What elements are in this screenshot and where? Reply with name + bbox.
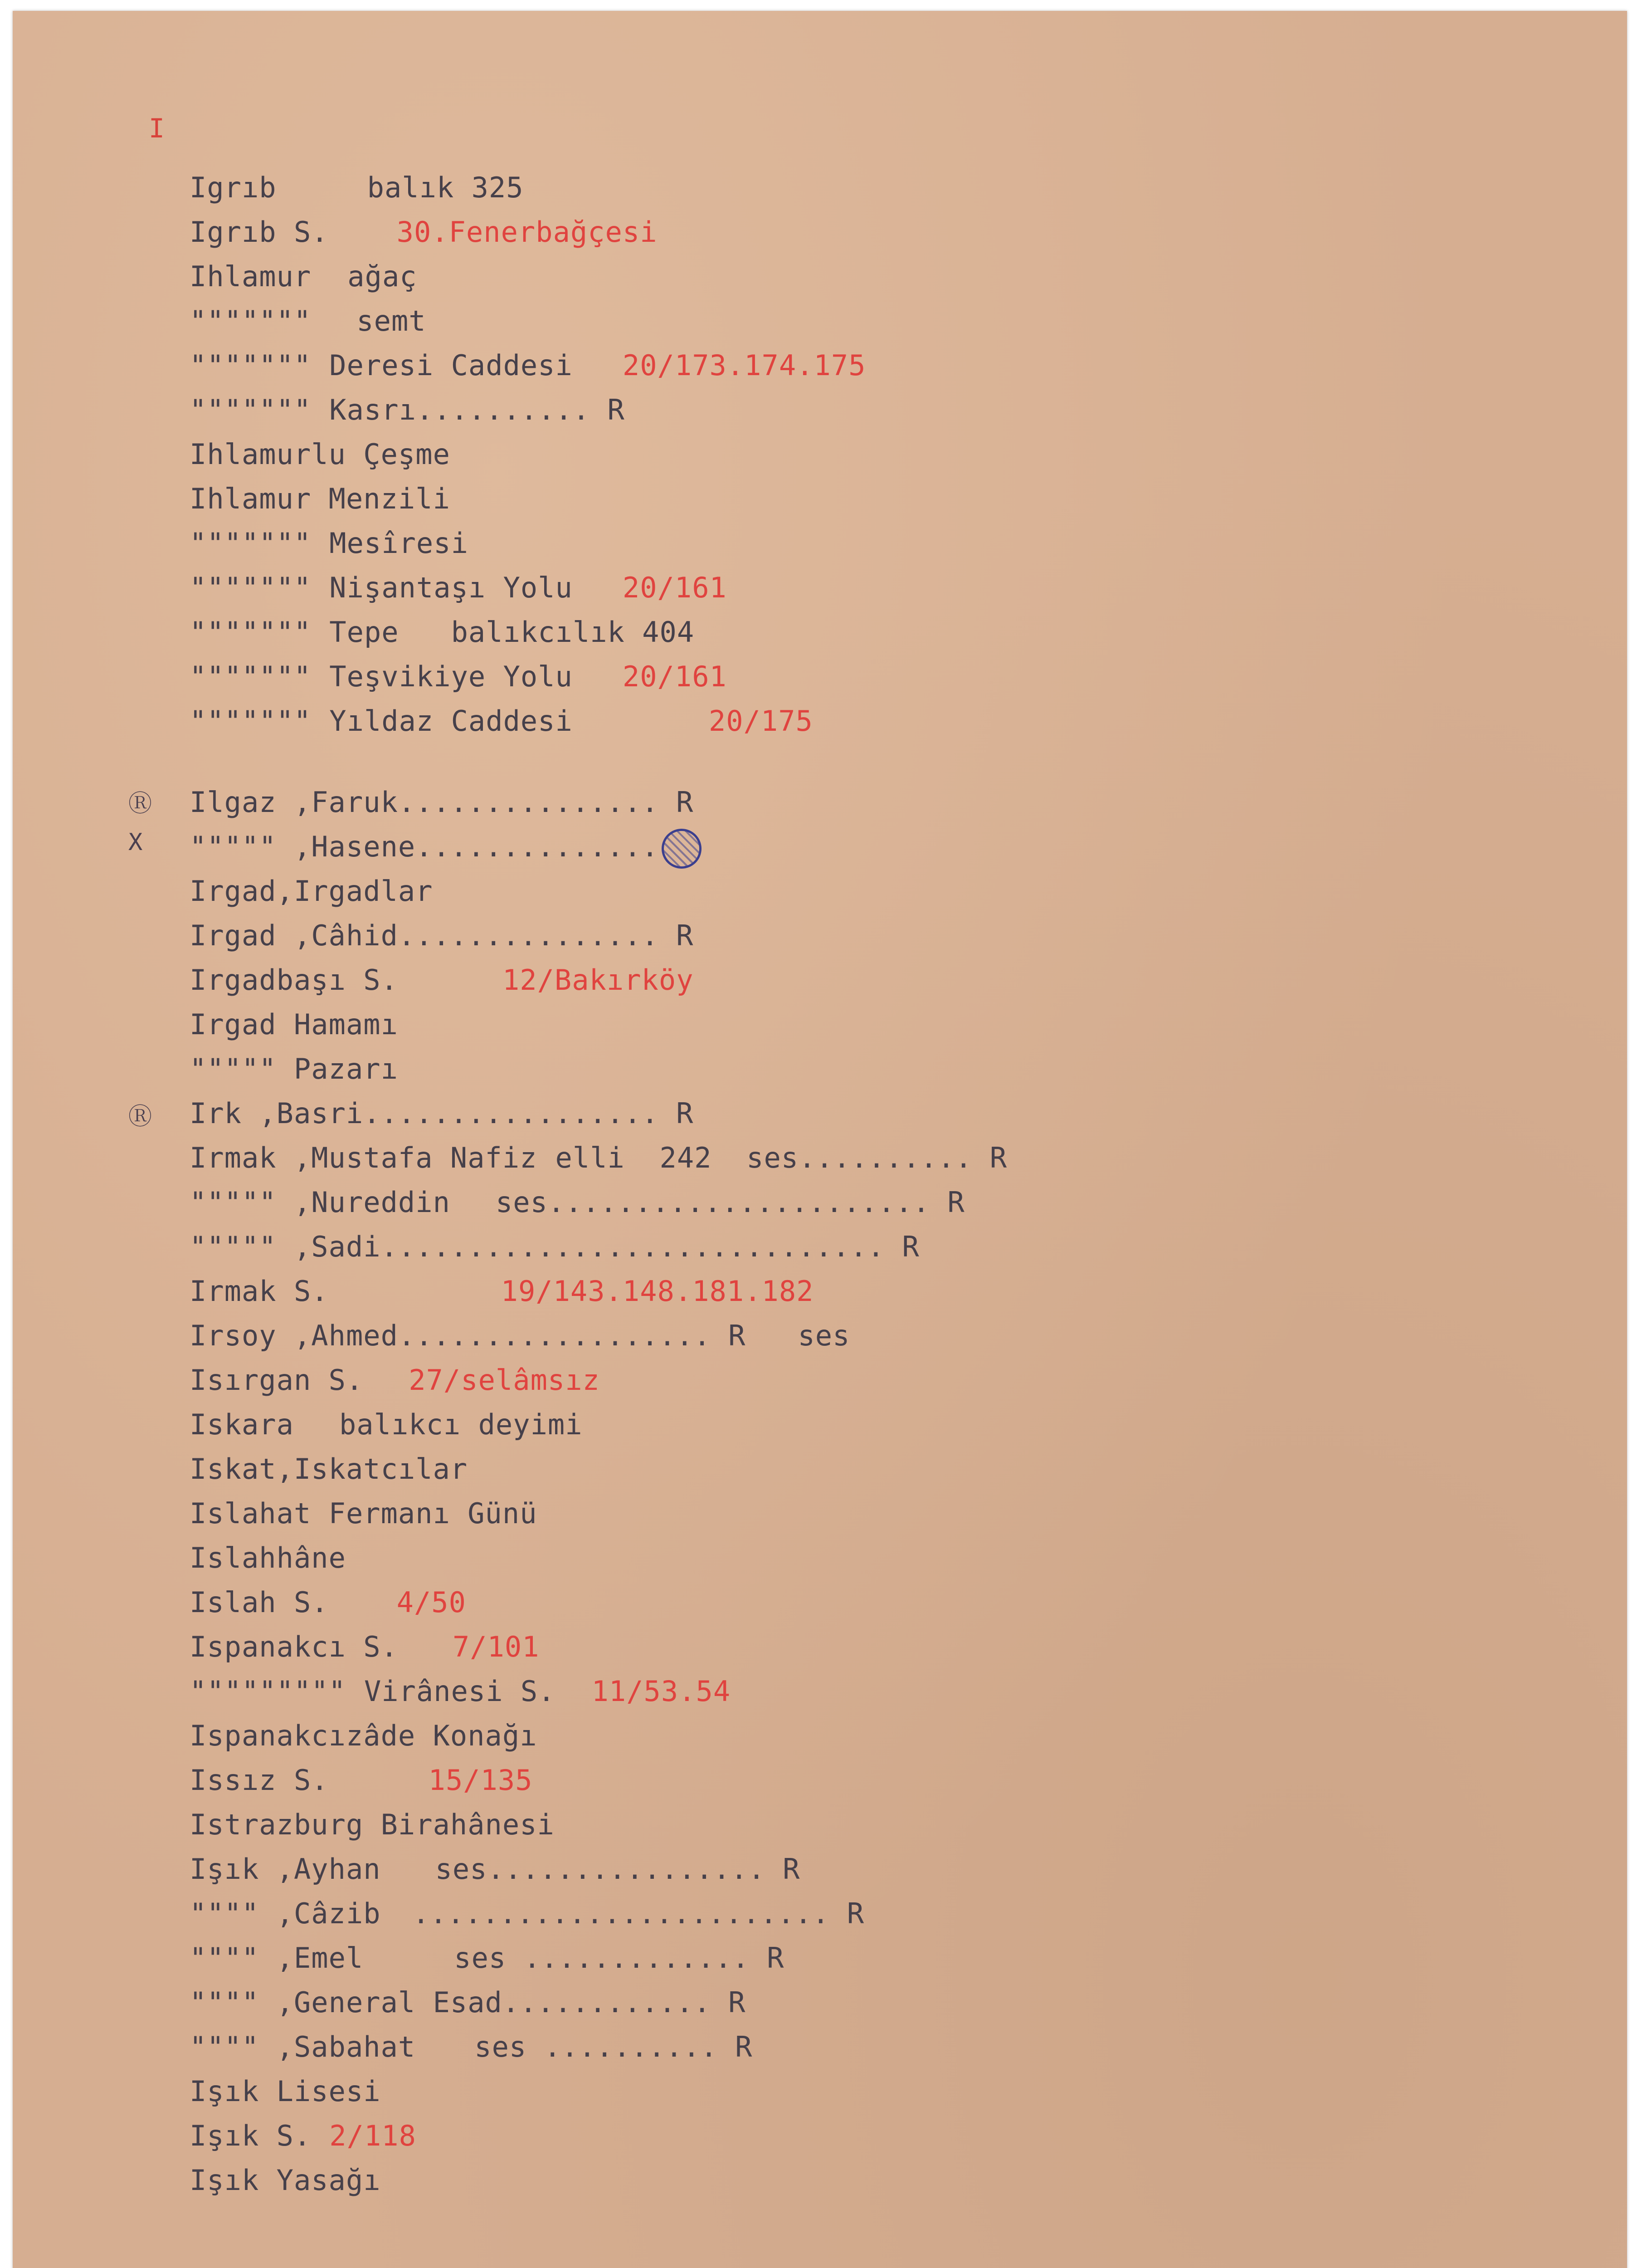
circular-stamp: [662, 829, 702, 869]
entry-term: Isırgan S.: [190, 1364, 364, 1397]
entry-note: ses...................... R: [495, 1186, 965, 1219]
entry-note: elli 242 ses.......... R: [555, 1141, 1008, 1174]
entry-note: ............ R: [502, 1986, 746, 2019]
entry-note: ................. R: [363, 1097, 694, 1130]
index-entry: [190, 1671, 731, 1712]
entry-ref: 12/Bakırköy: [502, 963, 694, 997]
index-entry: [190, 2116, 416, 2156]
entry-marker: Ⓡ: [128, 790, 152, 817]
entry-ref: 4/50: [396, 1586, 466, 1619]
index-entry: [190, 390, 625, 430]
entry-term: Igrıb: [190, 171, 277, 204]
entry-term: Irgadbaşı S.: [190, 963, 398, 997]
entry-term: """"""": [190, 704, 312, 738]
index-entry: [190, 2160, 381, 2201]
entry-term: """"""": [190, 571, 312, 604]
entry-term: Irgad ,Câhid: [190, 919, 398, 952]
index-entry: [190, 434, 450, 475]
entry-term: Ihlamur Menzili: [190, 482, 450, 515]
index-entry: [190, 826, 702, 867]
index-entry: [190, 256, 417, 297]
entry-term: """" ,General Esad: [190, 1986, 502, 2019]
index-entry: [190, 301, 426, 342]
index-entry: [190, 701, 813, 742]
entry-term: Iskat,Iskatcılar: [190, 1452, 468, 1486]
index-entry: [190, 782, 694, 823]
entry-marker: X: [128, 829, 143, 856]
index-entry: [190, 1227, 920, 1267]
entry-term: """"" ,Hasene: [190, 830, 416, 863]
entry-ref: 19/143.148.181.182: [501, 1275, 814, 1308]
entry-note: ............... R: [398, 786, 694, 819]
entry-term: """"""": [190, 616, 312, 649]
entry-note: Virânesi S.: [364, 1675, 555, 1708]
index-entry: [190, 1138, 1007, 1178]
entry-term: Issız S.: [190, 1764, 329, 1797]
entry-term: Işık ,Ayhan: [190, 1853, 381, 1886]
entry-ref: 20/161: [622, 660, 727, 693]
index-entry: [190, 1760, 533, 1801]
entry-term: """" ,Câzib: [190, 1897, 381, 1930]
index-entry: [190, 1182, 965, 1223]
index-entry: [190, 1716, 537, 1756]
index-entry: [190, 1049, 398, 1090]
index-entry: [190, 2027, 753, 2068]
entry-ref: 7/101: [452, 1630, 540, 1663]
index-card-page: [13, 11, 1627, 2268]
entry-ref: 30.Fenerbağçesi: [396, 215, 658, 249]
index-entry: [190, 167, 524, 208]
index-entry: [190, 960, 694, 1001]
index-entry: [190, 915, 694, 956]
entry-note: ses .......... R: [474, 2030, 753, 2063]
entry-term: Işık Yasağı: [190, 2164, 381, 2197]
entry-note: Nişantaşı Yolu: [329, 571, 573, 604]
entry-term: Islah S.: [190, 1586, 329, 1619]
entry-term: Irgad,Irgadlar: [190, 875, 433, 908]
index-entry: [190, 612, 694, 653]
entry-term: Istrazburg Birahânesi: [190, 1808, 555, 1841]
entry-term: Ihlamurlu Çeşme: [190, 438, 450, 471]
index-entry: [190, 1538, 346, 1579]
entry-term: """"""": [190, 393, 312, 426]
entry-note: semt: [356, 304, 426, 337]
entry-term: """" ,Sabahat: [190, 2030, 416, 2063]
index-entry: [190, 1804, 555, 1845]
entry-note: balık 325: [367, 171, 524, 204]
entry-term: """"""": [190, 304, 312, 337]
entry-marker: Ⓡ: [128, 1103, 152, 1130]
index-entry: [190, 1449, 468, 1490]
index-entry: [190, 1582, 466, 1623]
index-entry: [190, 1938, 784, 1979]
entry-term: Ihlamur: [190, 260, 312, 293]
index-entry: [190, 345, 866, 386]
entry-note: ........................ R: [412, 1897, 865, 1930]
entry-note: balıkcı deyimi: [339, 1408, 583, 1441]
entry-ref: 20/161: [622, 571, 727, 604]
entry-note: Mesîresi: [329, 527, 468, 560]
entry-term: Islahhâne: [190, 1541, 346, 1574]
entry-note: ağaç: [347, 260, 417, 293]
entry-term: """"""""": [190, 1675, 346, 1708]
entry-ref: 20/173.174.175: [622, 349, 866, 382]
entry-note: ............... R: [398, 919, 694, 952]
index-entry: [190, 212, 658, 253]
entry-term: Irmak S.: [190, 1275, 329, 1308]
entry-note: ses................ R: [435, 1853, 800, 1886]
index-entry: [190, 523, 468, 564]
entry-term: Irgad Hamamı: [190, 1008, 398, 1041]
index-entry: [190, 1982, 745, 2023]
index-entry: [190, 871, 433, 912]
entry-note: Yıldaz Caddesi: [329, 704, 573, 738]
index-entry: [190, 1493, 537, 1534]
entry-note: ..............: [415, 830, 659, 863]
entry-term: Işık Lisesi: [190, 2075, 381, 2108]
entry-note: ses ............. R: [454, 1941, 784, 1975]
entry-term: """"" ,Nureddin: [190, 1186, 450, 1219]
entry-term: Ispanakcı S.: [190, 1630, 398, 1663]
entry-term: Irk ,Basri: [190, 1097, 364, 1130]
entry-ref: 2/118: [329, 2119, 416, 2152]
entry-note: Teşvikiye Yolu: [329, 660, 573, 693]
index-entry: [190, 1360, 600, 1401]
entry-ref: 27/selâmsız: [409, 1364, 600, 1397]
entry-note: ............................. R: [380, 1230, 920, 1263]
index-entry: [190, 2071, 381, 2112]
entry-note: .................. R ses: [398, 1319, 850, 1352]
entry-term: """"""": [190, 660, 312, 693]
entry-term: """"""": [190, 349, 312, 382]
entry-ref: 11/53.54: [591, 1675, 731, 1708]
index-entry: [190, 1627, 540, 1667]
index-entry: [190, 479, 450, 519]
entry-term: """"" Pazarı: [190, 1052, 398, 1085]
entry-term: Ilgaz ,Faruk: [190, 786, 398, 819]
index-entry: [190, 1893, 864, 1934]
entry-term: Igrıb S.: [190, 215, 329, 249]
index-entry: [190, 567, 727, 608]
entry-note: Tepe balıkcılık 404: [329, 616, 695, 649]
index-entry: [190, 1004, 398, 1045]
index-entry: [190, 1315, 850, 1356]
entry-term: Irmak ,Mustafa Nafiz: [190, 1141, 537, 1174]
index-entry: [190, 1404, 583, 1445]
index-entry: [190, 1271, 814, 1312]
entry-term: """"""": [190, 527, 312, 560]
entry-term: Islahat Fermanı Günü: [190, 1497, 537, 1530]
entry-term: """"" ,Sadi: [190, 1230, 381, 1263]
index-entry: [190, 1093, 694, 1134]
entry-ref: 20/175: [708, 704, 813, 738]
entry-note: Deresi Caddesi: [329, 349, 573, 382]
entry-term: Irsoy ,Ahmed: [190, 1319, 398, 1352]
entry-note: Kasrı.......... R: [329, 393, 625, 426]
entry-term: Ispanakcızâde Konağı: [190, 1719, 537, 1752]
entry-term: Işık S.: [190, 2119, 312, 2152]
entry-term: Iskara: [190, 1408, 294, 1441]
entry-ref: 15/135: [428, 1764, 533, 1797]
entry-term: """" ,Emel: [190, 1941, 364, 1975]
index-entry: [190, 1849, 800, 1890]
index-entry: [190, 656, 727, 697]
section-letter: I: [149, 113, 165, 144]
